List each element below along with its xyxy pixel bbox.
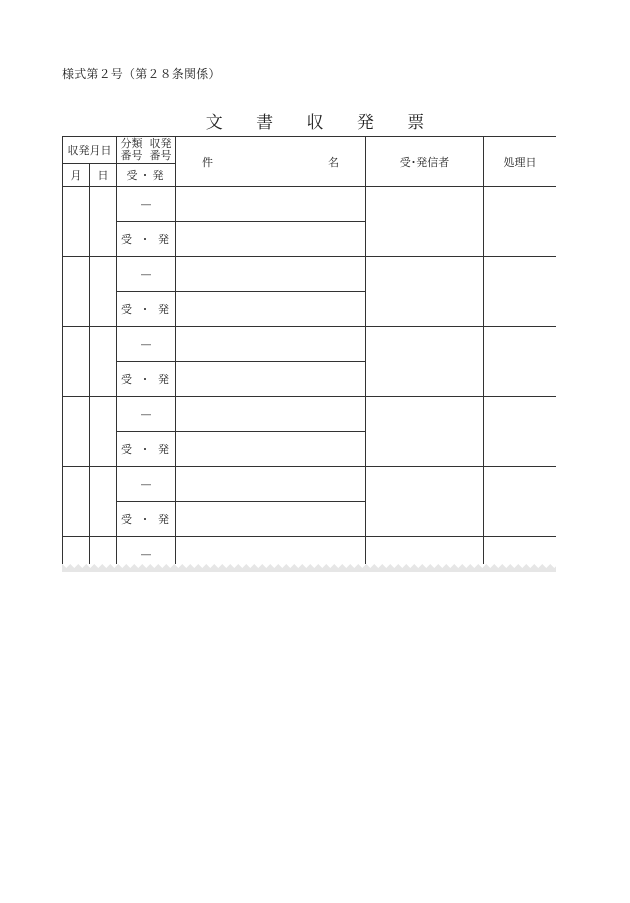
entry-row-top bbox=[63, 187, 557, 222]
header-row-1 bbox=[63, 137, 557, 164]
month-cell[interactable] bbox=[63, 397, 90, 467]
header-bunrui-label: 分類 bbox=[120, 137, 143, 150]
entry-row-top bbox=[63, 467, 557, 502]
uke-hatsu-cell[interactable] bbox=[117, 222, 176, 257]
form-number-label: 様式第２号（第２８条関係） bbox=[62, 67, 221, 81]
kenmei-cell-bottom[interactable] bbox=[176, 502, 366, 537]
uke-hatsu-cell[interactable] bbox=[117, 502, 176, 537]
kenmei-cell-top[interactable] bbox=[176, 327, 366, 362]
sender-cell[interactable] bbox=[366, 327, 484, 397]
processed-date-cell[interactable] bbox=[484, 327, 557, 397]
processed-date-cell[interactable] bbox=[484, 187, 557, 257]
number-dash-cell[interactable] bbox=[117, 187, 176, 222]
entry-row-top bbox=[63, 327, 557, 362]
dash-mark: — bbox=[140, 477, 152, 491]
sender-cell[interactable] bbox=[366, 257, 484, 327]
header-day: 日 bbox=[90, 164, 117, 187]
month-cell[interactable] bbox=[63, 327, 90, 397]
header-date-group: 収発月日 bbox=[63, 137, 117, 164]
uke-hatsu-mark: 受 ・ 発 bbox=[121, 303, 171, 316]
uke-hatsu-mark: 受 ・ 発 bbox=[121, 513, 171, 526]
kenmei-cell-bottom[interactable] bbox=[176, 432, 366, 467]
uke-hatsu-cell[interactable] bbox=[117, 432, 176, 467]
processed-date-cell[interactable] bbox=[484, 397, 557, 467]
entry-row-top bbox=[63, 397, 557, 432]
dash-mark: — bbox=[140, 337, 152, 351]
header-bunrui-bango: 番号 bbox=[120, 149, 143, 162]
header-processed-date: 処理日 bbox=[484, 137, 557, 187]
entry-row-top bbox=[63, 257, 557, 292]
uke-hatsu-mark: 受 ・ 発 bbox=[121, 443, 171, 456]
kenmei-cell-top[interactable] bbox=[176, 187, 366, 222]
kenmei-cell-bottom[interactable] bbox=[176, 292, 366, 327]
kenmei-cell-top[interactable] bbox=[176, 467, 366, 502]
ledger-table bbox=[62, 136, 556, 568]
number-dash-cell[interactable] bbox=[117, 467, 176, 502]
header-kenmei-right: 名 bbox=[328, 155, 339, 169]
sender-cell[interactable] bbox=[366, 467, 484, 537]
sender-cell[interactable] bbox=[366, 187, 484, 257]
day-cell[interactable] bbox=[90, 257, 117, 327]
month-cell[interactable] bbox=[63, 187, 90, 257]
number-dash-cell[interactable] bbox=[117, 327, 176, 362]
day-cell[interactable] bbox=[90, 187, 117, 257]
header-shuhatsu-label: 収発 bbox=[149, 137, 172, 150]
uke-hatsu-mark: 受 ・ 発 bbox=[121, 233, 171, 246]
number-dash-cell[interactable] bbox=[117, 257, 176, 292]
torn-edge bbox=[62, 564, 556, 572]
header-shuhatsu-bango: 番号 bbox=[149, 149, 172, 162]
month-cell[interactable] bbox=[63, 467, 90, 537]
uke-hatsu-cell[interactable] bbox=[117, 362, 176, 397]
uke-hatsu-mark: 受 ・ 発 bbox=[121, 373, 171, 386]
header-month: 月 bbox=[63, 164, 90, 187]
ledger-table-wrapper bbox=[62, 136, 556, 568]
document-title: 文 書 収 発 票 bbox=[205, 113, 439, 133]
dash-mark: — bbox=[140, 407, 152, 421]
dash-mark: — bbox=[140, 267, 152, 281]
kenmei-cell-top[interactable] bbox=[176, 397, 366, 432]
day-cell[interactable] bbox=[90, 397, 117, 467]
processed-date-cell[interactable] bbox=[484, 467, 557, 537]
header-uke-hatsu: 受・発 bbox=[117, 164, 176, 187]
month-cell[interactable] bbox=[63, 257, 90, 327]
header-sender: 受･発信者 bbox=[366, 137, 484, 187]
header-number-group bbox=[117, 137, 176, 164]
day-cell[interactable] bbox=[90, 327, 117, 397]
header-kenmei-left: 件 bbox=[202, 155, 213, 169]
uke-hatsu-cell[interactable] bbox=[117, 292, 176, 327]
day-cell[interactable] bbox=[90, 467, 117, 537]
header-number-line-2 bbox=[117, 150, 175, 162]
kenmei-cell-top[interactable] bbox=[176, 257, 366, 292]
dash-mark: — bbox=[140, 197, 152, 211]
sender-cell[interactable] bbox=[366, 397, 484, 467]
kenmei-cell-bottom[interactable] bbox=[176, 362, 366, 397]
dash-mark: — bbox=[140, 547, 152, 561]
processed-date-cell[interactable] bbox=[484, 257, 557, 327]
kenmei-cell-bottom[interactable] bbox=[176, 222, 366, 257]
header-kenmei bbox=[176, 137, 366, 187]
number-dash-cell[interactable] bbox=[117, 397, 176, 432]
